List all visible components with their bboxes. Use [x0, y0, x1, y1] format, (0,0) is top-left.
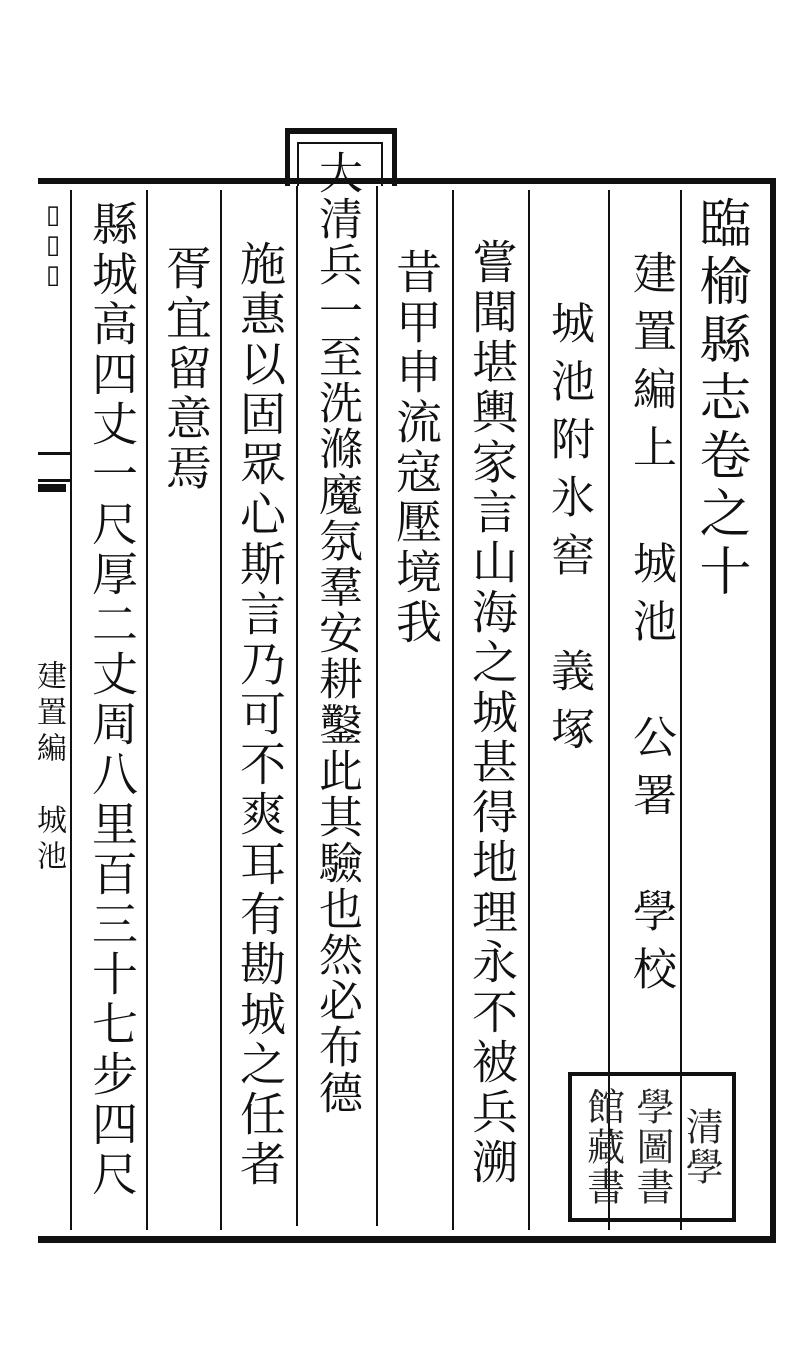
body-line: 施惠以固眾心斯言乃可不爽耳有勘城之任者 — [233, 240, 287, 1190]
frame-top-border — [38, 178, 776, 184]
body-line: 胥宜留意焉 — [159, 244, 213, 494]
fold-edge-fragment: ▯ ▯ ▯ — [45, 200, 61, 290]
body-line-elevated: 大清兵一至洗滌魔氛羣安耕鑿此其驗也然必布德 — [311, 150, 362, 1116]
fold-fishtail-bar — [38, 484, 66, 492]
column-rule — [220, 190, 222, 1230]
frame-bottom-border — [38, 1236, 776, 1243]
frame-right-border — [770, 178, 776, 1243]
fold-fishtail — [38, 452, 70, 482]
column-rule — [452, 190, 454, 1230]
seal-text: 館藏書 — [580, 1087, 625, 1207]
seal-text: 學圖書 — [629, 1087, 674, 1207]
volume-title: 臨榆縣志卷之十 — [690, 196, 750, 602]
spine-caption: 建置編 城池 — [31, 660, 66, 876]
column-rule — [528, 190, 530, 1230]
column-rule — [376, 186, 378, 1226]
seal-text: 清學 — [679, 1107, 724, 1187]
library-seal — [568, 1072, 736, 1222]
column-rule — [296, 186, 298, 1226]
subsection-heading: 城池附氷窖 義塚 — [543, 300, 594, 764]
body-line: 嘗聞堪輿家言山海之城甚得地理永不被兵溯 — [465, 238, 519, 1188]
body-line: 昔甲申流寇壓境我 — [389, 248, 443, 648]
section-heading: 建置編上 城池 公署 學校 — [625, 250, 676, 1004]
fold-line — [70, 190, 72, 1230]
column-rule — [146, 190, 148, 1230]
body-line: 縣城高四丈一尺厚二丈周八里百三十七步四尺 — [85, 200, 139, 1200]
